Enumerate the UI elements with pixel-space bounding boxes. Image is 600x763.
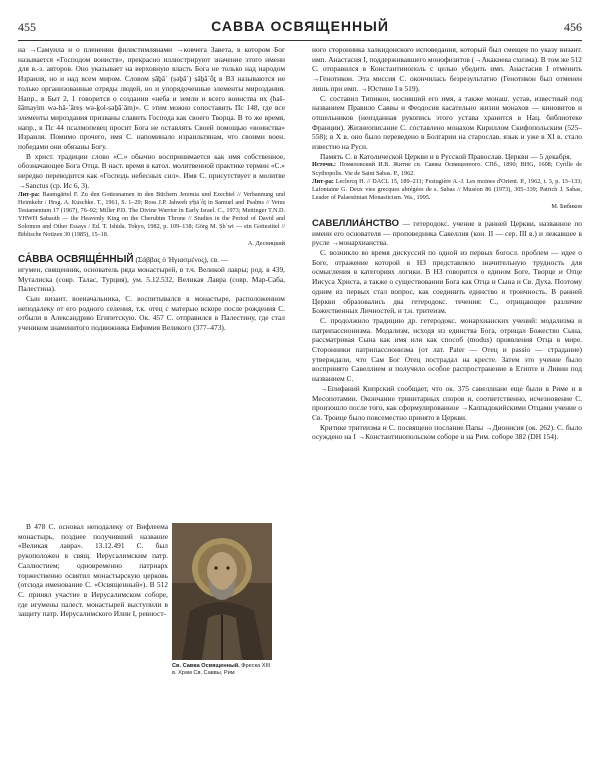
page-number-right: 456 xyxy=(564,20,582,34)
right-paragraph-6: →Епифаний Кипрский сообщает, что ок. 375 савеллиане еще были в Риме и в Месопотамии. Окончание тринитарных споров и, соответственно, исчезновение С. произошло после того, как сформулированное →Каппадокийскими Отцами учение о Св. Троице было повсеместно принято в Церкви. xyxy=(312,383,582,422)
entry-savva xyxy=(18,255,285,265)
right-column xyxy=(312,45,582,442)
left-narrow-column xyxy=(18,522,168,619)
lit-text: Baumgärtel F. Zu den Gottesnamen in den Büchern Jeremia und Ezechiel // Verbannung und Heimkehr / Hrsg. A. Kuschke. T., 1961, S. 1–29; Ross J.P. Jahweh ṣᵉḇā᾿ôṯ in Samuel and Psalms // Vetus Testamentum 17 (1967), 76–92; Miller P.D. The Divine Warrior in Early Israel. C., 1973; Mettinger T.N.D. YHWH Sabaoth — the Heavenly King on the Cherubim Throne // Studies in the Period of David and Solomon and Other Essays / Ed. T. Ishida. Tokyo, 1982, p. 109–138; Görg M. Ṣb᾿wt — ein Gottestitel // Biblische Notizen 30 (1985), 15–18. xyxy=(18,190,285,239)
lit-label-right: Лит-ра: xyxy=(312,177,334,185)
left-paragraph-1: на →Самуила и о пленении филистимлянами →ковчега Завета, в котором Бог называется «Господом воинств», прекрасно иллюстрируют значение этого имени для в.-з. авторов. Оно указывает на верховную власть Бога не только над народом Израиля, но и над всем миром. Словом ṣāḇā᾿ (ṣəḇā᾿) ṣāḇā᾿ṓṯ в ВЗ называются не только организованные отряды людей, но и упорядоченные элементы мироздания. Напр., в Быт 2, 1 говорится о создании «неба и земли и всего воинства их (haš-šāmayim wə-hā-᾿āreṣ wə-ḵol-ṣəḇā᾿ām)». С этим можно сопоставить Пс 148, где все элементы мироздания призваны славить Господа как своего Творца. В то же время, напр., в Пс 44 псалмопевец просит Бога не оставлять Своей помощью «воинства» Израиля. Помимо прочего, имя С. напоминало израильтянам, что своими воен. победами они обязаны Богу. xyxy=(18,45,285,152)
right-signature: М. Бибиков xyxy=(551,202,582,210)
right-paragraph-5: С. продолжило традицию др. гетеродокс. монархианских учений: модализма и патрипассионизма. Модализм, исходя из единства Бога, отрицал Божество Сына, рассматривая Сына как имя или как способ (modus) проявления Отца в мире. Сторонники патрипассионизма (от лат. Pater — Отец и passio — страдание) утверждали, что Сам Бог Отец пострадал на кресте. Затем это учение было воспринято Савеллием и получило особое распространение в Египте и Ливии под названием С. xyxy=(312,315,582,384)
caption-text: Фреска XIII в. Храм Св. Саввы, Рим xyxy=(172,663,271,677)
entry-definition: — гетеродокс. учение в ранней Церкви, названное по имени его основателя — проповедника Савеллия (кон. II — сер. III в.) и лежавшее в русле →монархианства. xyxy=(312,218,582,248)
right-paragraph-3: Память С. в Католической Церкви и в Русской Православ. Церкви — 5 декабря. xyxy=(320,151,572,161)
right-paragraph-7: Критике тритеизма и С. посвящено послание Папы →Дионисия (ок. 262). С. было осуждено на I →Константинопольском соборе и на Рим. соборе 382 (DH 154). xyxy=(312,422,582,442)
right-paragraph-2: С. составил Типикон, носивший его имя, а также монаш. устав, известный под названием Правило Саввы и Феодосия касательно жизни монахов — киновитов и отшельников (неизданная рукопись этого устава хранится в Нац. библиотеке Франции). Жизнеописание С. составлено монахом Кириллом Скифопольским (525–558); в X в. оно было переведено в Болгарии на старослав. язык и уже в XI в. стало известно на Руси. xyxy=(312,93,582,152)
left-column xyxy=(18,45,285,333)
left-signature: А. Десницкий xyxy=(247,240,285,248)
entry-savellianstvo xyxy=(312,219,582,248)
header-rule xyxy=(18,40,582,41)
left-paragraph-4: Сын визант. военачальника, С. воспитывался в монастыре, расположенном неподалеку от его родного селения, т.к. отец с матерью вскоре после рождения С. отбыли в Александрию Египетскую. Ок. 457 С. отправился в Палестину, где стал учеником знаменитого подвижника Евфимия Великого (377–473). xyxy=(18,293,285,333)
right-paragraph-1: ного сторонника халкидонского исповедания, который был смещен по указу визант. имп. Анастасия I, поддерживавшего монофизитов (→Акакиева схизма). В том же 512 С. отправился в Константинополь с целью убедить имп. Анастасия I отменить →Генотикон. Эта миссия С. окончилась безрезультатно (Генотикон был отменен лишь при имп. →Юстине I в 519). xyxy=(312,45,582,93)
src-text: Помяловский И.В. Житие св. Саввы Освященного. СПб., 1890; BHG, 1608; Cyrille de Scythopolis. Vie de Saint Sabas. P., 1962. xyxy=(312,161,583,177)
fresco-illustration xyxy=(172,523,272,660)
caption-bold: Св. Савва Освященный. xyxy=(172,663,240,669)
left-paragraph-3: игумен, священник, основатель ряда монастырей, в т.ч. Великой лавры; род. в 439, Муталиска (совр. Талас, Турция), ум. 5.12.532, Великая Лавра (совр. Мар-Саба, Палестина). xyxy=(18,264,285,294)
page-number-left: 455 xyxy=(18,20,36,34)
fresco-image xyxy=(172,523,272,660)
left-paragraph-5: В 478 С. основал неподалеку от Вифлеема монастырь, позднее получивший название «Великая лавра». 13.12.491 С. был рукоположен в свящ. Иерусалимским патр. Саллюстием; одновременно патриарх торжественно освятил монастырскую церковь (отсюда именование С. «Освященный»). В 512 С. принял участие в Иерусалимском соборе, где игумены палест. монастырей выступили в защиту патр. Иерусалимского Илии I, ревност- xyxy=(18,522,168,619)
running-head: САВВА ОСВЯЩЕННЫЙ xyxy=(211,18,389,34)
right-paragraph-4: С. возникло во время дискуссий по одной из первых богосл. проблем — идее о Боге, отражение которой в НЗ представляло значительную трудность для осмысления в категориях логики. В НЗ говорится о едином Боге, Творце и Отце Иисуса Христа, а также о существовании Бога как Отца и Сына и Св. Духа. Поэтому одним из первых стал вопрос, как соединить единство и троичность. В ранней Церкви образовались два гетеродокс. течения: С., отрицающее различие Божественных Личностей, и т.н. тритеизм. xyxy=(312,248,582,316)
right-sources xyxy=(312,161,582,177)
left-literature xyxy=(18,191,285,240)
figure-caption xyxy=(172,663,276,677)
src-label: Источн.: xyxy=(312,161,337,169)
entry-title-savva: СА́ВВА ОСВЯЩЕ́ННЫЙ xyxy=(18,254,134,266)
entry-title-savellianstvo: САВЕЛЛИА́НСТВО xyxy=(312,217,400,229)
entry-greek: (Σάββας ὁ Ἡγιασμένος), св. — xyxy=(135,255,229,265)
left-paragraph-2: В христ. традиции слово «С.» обычно воспринимается как имя собственное, обозначающее Бога Отца. В наст. время в катол. молитвенной практике термин «С.» нередко переводится как «Господь небесных сил». Имя С. присутствует в молитве →Sanctus (ср. Ис 6, 3). xyxy=(18,151,285,190)
lit-text-right: Leclercq H. // DACL 15, 189–211; Festugière A.-J. Les moines d'Orient. P., 1962, t. 3, p. 13–133; Lafontaine G. Deux vies grecques abrégées de s. Sabas // Muséon 86 (1973), 305–339; Patrich J. Sabas, Leader of Palaestinian Monasticism. Wa., 1995. xyxy=(312,177,582,201)
right-literature xyxy=(312,178,582,202)
lit-label: Лит-ра: xyxy=(18,190,40,198)
